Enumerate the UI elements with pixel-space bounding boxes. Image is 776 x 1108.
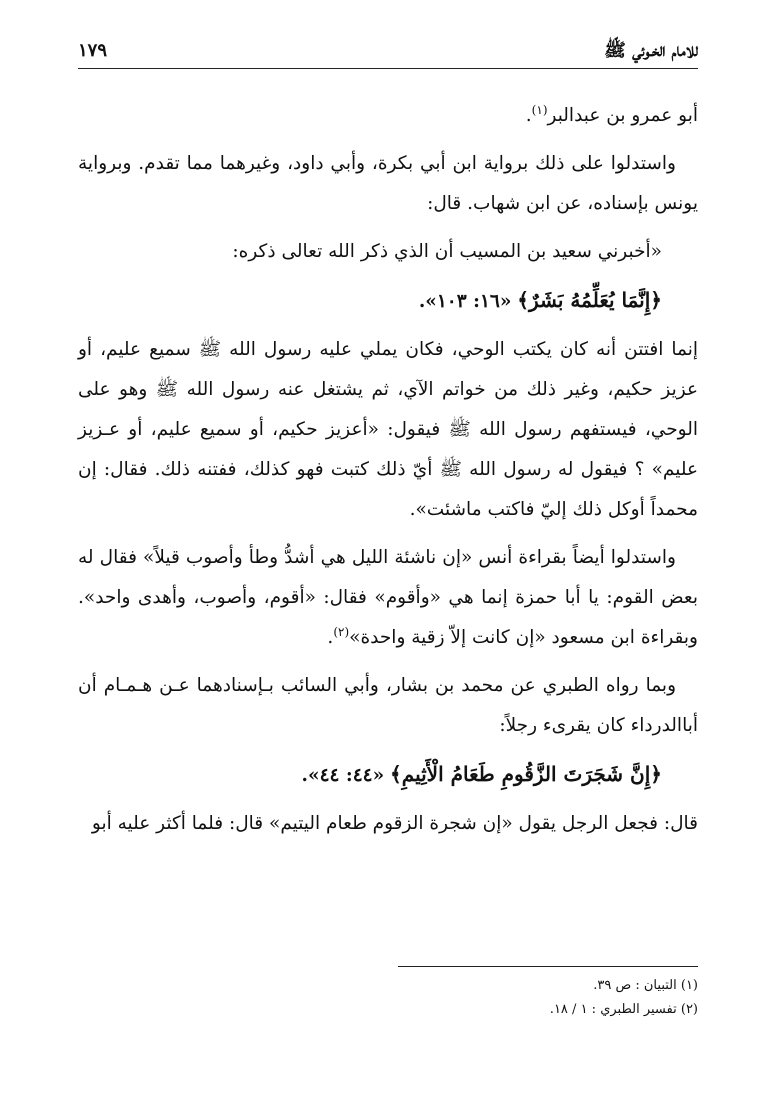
page-number: ١٧٩ xyxy=(78,40,108,61)
footnote-divider xyxy=(398,966,698,967)
paragraph-text: وبما رواه الطبري عن محمد بن بشار، وأبي السائب بـإسنادهما عـن هـمـام أن أباالدرداء كان يقرىء رجلاً: xyxy=(78,675,698,736)
paragraph-6 xyxy=(78,538,698,658)
footnote-2: (٢) تفسير الطبري : ١ / ١٨. xyxy=(549,1002,698,1017)
paragraph-text: إنما افتتن أنه كان يكتب الوحي، فكان يملي عليه رسول الله ﷺ سميع عليم، أو عزيز حكيم، وغير ذلك من خواتم الآي، ثم يشتغل عنه رسول الله ﷺ وهو على الوحي، فيستفهم رسول الله ﷺ فيقول: «أعزيز حكيم، أو سميع عليم، أو عـزيز عليم» ؟ فيقول له رسول الله ﷺ أيّ ذلك كتبت فهو كذلك، ففتنه ذلك. فقال: إن محمداً أوكل ذلك إليّ فاكتب ماشئت». xyxy=(78,339,698,520)
footnote-mark: (٢) xyxy=(333,624,350,639)
footnote-1: (١) التبيان : ص ٣٩. xyxy=(593,978,698,993)
paragraph-9 xyxy=(78,804,698,844)
page-header xyxy=(78,38,698,69)
paragraph-text: واستدلوا على ذلك برواية ابن أبي بكرة، وأبي داود، وغيرهما مما تقدم. وبرواية يونس بإسناده، عن ابن شهاب. قال: xyxy=(78,153,698,214)
book-page xyxy=(78,38,698,1078)
running-title: للامام الخـوئي ﷺ xyxy=(604,40,698,61)
verse-reference: «٤٤: ٤٤». xyxy=(301,765,385,786)
verse-reference: «١٦: ١٠٣». xyxy=(418,291,512,312)
paragraph-text: واستدلوا أيضاً بقراءة أنس «إن ناشئة الليل هي أشدُّ وطأ وأصوب قيلاً» فقال له بعض القوم: يا أبا حمزة إنما هي «وأقوم» فقال: «أقوم، وأصوب، وأهدى واحد». وبقراءة ابن مسعود «إن كانت إلاّ زقية واحدة» xyxy=(78,547,698,648)
paragraph-tail: . xyxy=(327,627,334,648)
paragraph-7 xyxy=(78,666,698,746)
paragraph-5 xyxy=(78,330,698,530)
paragraph-text: «أخبرني سعيد بن المسيب أن الذي ذكر الله تعالى ذكره: xyxy=(232,241,662,262)
footnote-mark: (١) xyxy=(531,102,548,117)
paragraph-2 xyxy=(78,144,698,224)
paragraph-3-quote xyxy=(78,232,698,272)
verse-line-1 xyxy=(78,280,698,322)
quran-verse: ﴿إِنَّمَا يُعَلِّمُهُ بَشَرٌ﴾ xyxy=(517,288,662,312)
footnotes xyxy=(78,974,698,1022)
paragraph-text: قال: فجعل الرجل يقول «إن شجرة الزقوم طعام اليتيم» قال: فلما أكثر عليه أبو xyxy=(91,813,698,834)
paragraph-tail: . xyxy=(525,105,532,126)
quran-verse: ﴿إِنَّ شَجَرَتَ الزَّقُومِ طَعَامُ الْأَثِيمِ﴾ xyxy=(390,762,662,786)
main-text xyxy=(78,96,698,852)
verse-line-2 xyxy=(78,754,698,796)
paragraph-text: أبو عمرو بن عبدالبر xyxy=(547,105,698,126)
paragraph-1 xyxy=(78,96,698,136)
